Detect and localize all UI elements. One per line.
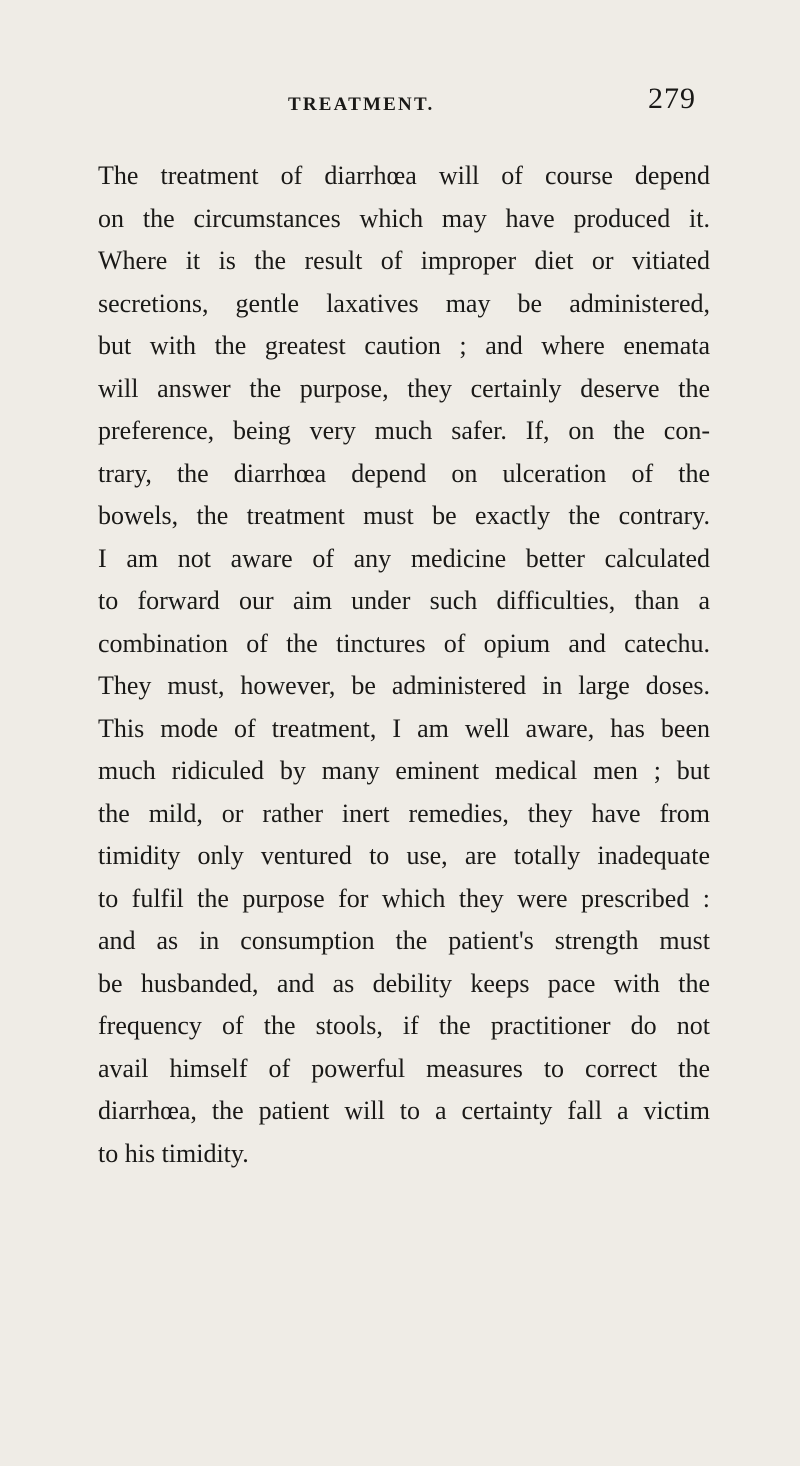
text-line: on the circumstances which may have produced it. [98,203,710,233]
running-head [0,84,800,124]
text-line: secretions, gentle laxatives may be administered, [98,288,710,318]
text-line: combination of the tinctures of opium and catechu. [98,628,710,658]
text-line: This mode of treatment, I am well aware, has been [98,713,710,743]
text-line: The treatment of diarrhœa will of course depend [98,161,710,190]
text-line: to fulfil the purpose for which they were prescribed : [98,883,710,913]
text-line: preference, being very much safer. If, on the con- [98,416,710,445]
text-line: trary, the diarrhœa depend on ulceration of the [98,458,710,488]
text-line: bowels, the treatment must be exactly the contrary. [98,501,710,530]
text-line: frequency of the stools, if the practitioner do not [98,1011,710,1040]
text-line: to forward our aim under such difficulties, than a [98,586,710,615]
text-line: avail himself of powerful measures to correct the [98,1053,710,1083]
running-title: TREATMENT. [288,94,435,115]
text-line: diarrhœa, the patient will to a certainty fall a victim [98,1096,710,1125]
text-line: and as in consumption the patient's strength must [98,926,710,955]
text-line: to his timidity. [98,1138,249,1168]
text-line: I am not aware of any medicine better calculated [98,543,710,573]
text-line: timidity only ventured to use, are totally inadequate [98,841,710,870]
text-line: much ridiculed by many eminent medical men ; but [98,756,710,785]
text-line: Where it is the result of improper diet or vitiated [98,246,710,275]
text-line: be husbanded, and as debility keeps pace with the [98,968,710,998]
text-line: will answer the purpose, they certainly deserve the [98,373,710,403]
text-line: the mild, or rather inert remedies, they have from [98,798,710,828]
text-line: They must, however, be administered in large doses. [98,671,710,700]
body-paragraph [98,155,710,1175]
page-number: 279 [648,82,696,115]
text-line: but with the greatest caution ; and where enemata [98,331,710,360]
